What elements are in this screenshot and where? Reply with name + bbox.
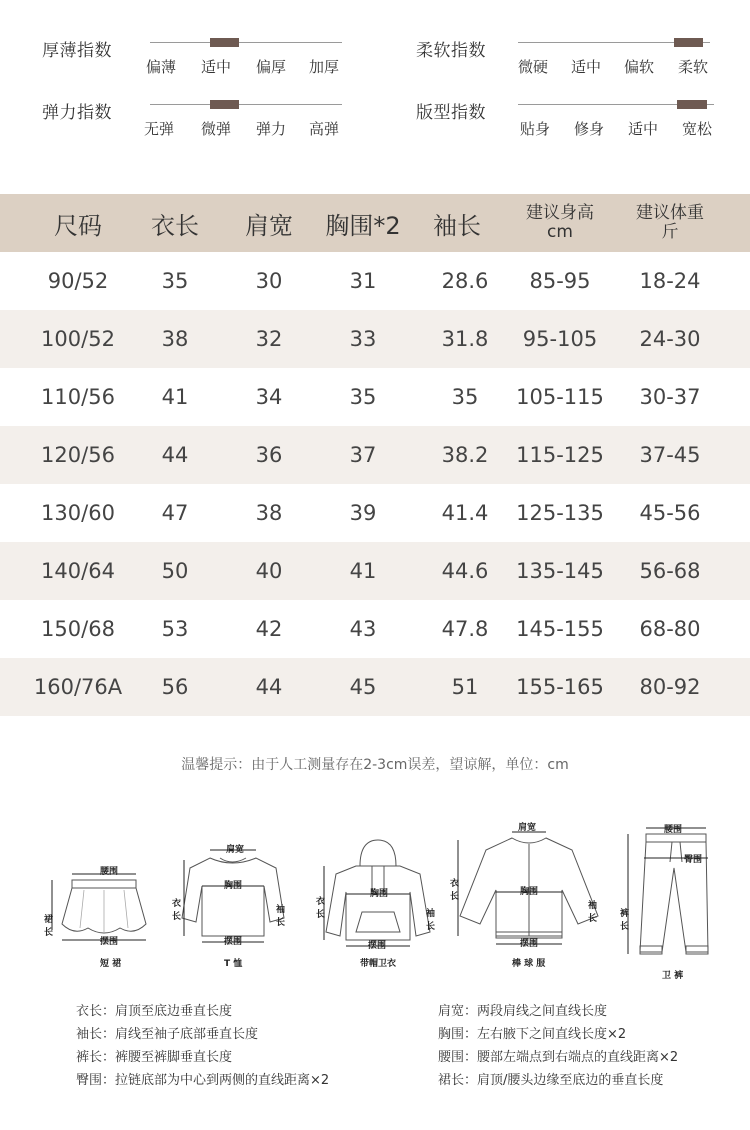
scale-title-dot: [410, 92, 440, 122]
cell-length: 35: [161, 269, 189, 293]
cell-height: 95-105: [522, 327, 598, 351]
definition-term: 裤长：: [76, 1050, 116, 1065]
cell-height: 145-155: [516, 617, 604, 641]
definition-text: 裤腰至裤脚垂直长度: [115, 1050, 233, 1065]
table-row: [0, 484, 750, 542]
cell-sleeve: 31.8: [441, 327, 489, 351]
scale-option: 偏软: [624, 58, 655, 76]
cell-sleeve: 35: [451, 385, 479, 409]
cell-height: 155-165: [516, 675, 604, 699]
cell-chest: 39: [349, 501, 377, 525]
scale-title-dot: [410, 30, 440, 60]
cell-chest: 33: [349, 327, 377, 351]
definition-term: 裙长：: [438, 1073, 478, 1088]
definition-text: 腰部左端点到右端点的直线距离×2: [477, 1050, 679, 1065]
header-sleeve: 袖长: [433, 211, 481, 240]
skirt-diagram: [44, 858, 164, 968]
jacket-diagram: [450, 823, 604, 969]
definition-term: 腰围：: [438, 1050, 478, 1065]
scale-option: 偏薄: [146, 58, 177, 76]
jacket-length-label: 衣长: [450, 879, 460, 902]
hoodie-hem-label: 摆围: [368, 941, 387, 951]
scale-option: 偏厚: [256, 58, 287, 76]
definition-text: 肩顶/腰头边缘至底边的垂直长度: [477, 1073, 664, 1088]
cell-size: 160/76A: [33, 675, 123, 699]
table-row: [0, 426, 750, 484]
definition-term: 衣长：: [76, 1004, 116, 1019]
header-weight: [610, 194, 730, 252]
cell-weight: 30-37: [639, 385, 701, 409]
scale-title: 柔软指数: [416, 36, 486, 61]
cell-weight: 24-30: [639, 327, 701, 351]
definition-item: [76, 1000, 232, 1019]
table-row: [0, 368, 750, 426]
cell-shoulder: 40: [255, 559, 283, 583]
tshirt-name: T 恤: [224, 959, 243, 969]
definition-item: [76, 1023, 258, 1042]
scale-option: 适中: [201, 58, 232, 76]
cell-length: 41: [161, 385, 189, 409]
tshirt-length-label: 衣长: [172, 899, 182, 922]
header-weight-label: 建议体重: [636, 203, 704, 223]
cell-weight: 45-56: [639, 501, 701, 525]
cell-sleeve: 44.6: [441, 559, 489, 583]
cell-height: 115-125: [516, 443, 604, 467]
definition-term: 肩宽：: [438, 1004, 478, 1019]
cell-length: 38: [161, 327, 189, 351]
scale-title: 版型指数: [416, 98, 486, 123]
pants-hip-label: 臀围: [684, 855, 703, 865]
header-height-unit: cm: [547, 222, 573, 242]
cell-shoulder: 42: [255, 617, 283, 641]
definition-text: 拉链底部为中心到两侧的直线距离×2: [115, 1073, 330, 1088]
scale-option: 微硬: [518, 58, 549, 76]
cell-length: 50: [161, 559, 189, 583]
jacket-sleeve-label: 袖长: [588, 901, 598, 924]
definition-item: [438, 1069, 663, 1088]
hoodie-name: 带帽卫衣: [360, 959, 397, 969]
scale-option: 贴身: [520, 120, 551, 138]
scale-title-dot: [36, 30, 66, 60]
scale-track: [518, 42, 710, 43]
size-table-header: [0, 194, 750, 252]
definition-text: 左右腋下之间直线长度×2: [477, 1027, 627, 1042]
cell-weight: 37-45: [639, 443, 701, 467]
cell-size: 90/52: [47, 269, 109, 293]
scale-option: 适中: [571, 58, 602, 76]
definition-term: 臀围：: [76, 1073, 116, 1088]
size-table: [0, 194, 750, 716]
tshirt-shoulder-label: 肩宽: [226, 845, 245, 855]
cell-shoulder: 30: [255, 269, 283, 293]
cell-height: 105-115: [516, 385, 604, 409]
tshirt-diagram: [172, 838, 296, 968]
header-size: 尺码: [54, 211, 102, 240]
cell-length: 56: [161, 675, 189, 699]
scale-marker: [674, 38, 703, 47]
scale-track: [150, 104, 342, 105]
cell-sleeve: 51: [451, 675, 479, 699]
table-row: [0, 542, 750, 600]
cell-height: 125-135: [516, 501, 604, 525]
scale-marker: [210, 38, 239, 47]
scale-title: 厚薄指数: [42, 36, 112, 61]
hoodie-chest-label: 胸围: [370, 889, 389, 899]
scale-option: 微弹: [201, 120, 232, 138]
pants-drawing: [614, 822, 724, 972]
skirt-length-label: 裙长: [44, 915, 54, 938]
definition-term: 袖长：: [76, 1027, 116, 1042]
definition-item: [438, 1046, 678, 1065]
definition-item: [438, 1023, 626, 1042]
scale-option: 弹力: [256, 120, 287, 138]
cell-shoulder: 34: [255, 385, 283, 409]
cell-sleeve: 41.4: [441, 501, 489, 525]
scale-option: 修身: [574, 120, 605, 138]
tshirt-sleeve-label: 袖长: [276, 905, 286, 928]
size-table-body: [0, 252, 750, 716]
definition-item: [76, 1069, 329, 1088]
jacket-hem-label: 摆围: [520, 939, 539, 949]
scale-marker: [210, 100, 239, 109]
cell-weight: 68-80: [639, 617, 701, 641]
scale-track: [518, 104, 714, 105]
definition-item: [76, 1046, 232, 1065]
table-row: [0, 658, 750, 716]
definition-item: [438, 1000, 607, 1019]
scale-marker: [677, 100, 706, 109]
cell-size: 140/64: [41, 559, 115, 583]
scale-title: 弹力指数: [42, 98, 112, 123]
jacket-shoulder-label: 肩宽: [518, 823, 537, 833]
pants-name: 卫 裤: [662, 971, 684, 981]
cell-weight: 18-24: [639, 269, 701, 293]
jacket-chest-label: 胸围: [520, 887, 539, 897]
pants-length-label: 裤长: [620, 909, 630, 932]
header-shoulder: 肩宽: [245, 211, 293, 240]
cell-sleeve: 47.8: [441, 617, 489, 641]
cell-size: 130/60: [41, 501, 115, 525]
cell-weight: 80-92: [639, 675, 701, 699]
cell-sleeve: 38.2: [441, 443, 489, 467]
cell-size: 110/56: [41, 385, 115, 409]
cell-sleeve: 28.6: [441, 269, 489, 293]
cell-chest: 35: [349, 385, 377, 409]
scale-title-dot: [36, 92, 66, 122]
pants-diagram: [614, 822, 724, 981]
hoodie-diagram: [316, 836, 440, 968]
scale-option: 适中: [628, 120, 659, 138]
skirt-name: 短 裙: [100, 959, 122, 969]
scale-option: 高弹: [309, 120, 340, 138]
cell-size: 100/52: [41, 327, 115, 351]
table-row: [0, 252, 750, 310]
header-length: 衣长: [151, 211, 199, 240]
cell-length: 44: [161, 443, 189, 467]
skirt-waist-label: 腰围: [100, 867, 119, 877]
cell-chest: 45: [349, 675, 377, 699]
cell-chest: 37: [349, 443, 377, 467]
table-row: [0, 310, 750, 368]
cell-shoulder: 44: [255, 675, 283, 699]
hoodie-length-label: 衣长: [316, 897, 326, 920]
cell-height: 85-95: [529, 269, 591, 293]
scale-option: 柔软: [678, 58, 709, 76]
pants-waist-label: 腰围: [664, 825, 683, 835]
header-height-label: 建议身高: [526, 203, 594, 223]
skirt-hem-label: 摆围: [100, 937, 119, 947]
cell-shoulder: 32: [255, 327, 283, 351]
cell-chest: 41: [349, 559, 377, 583]
measurement-note: 温馨提示：由于人工测量存在2-3cm误差，望谅解，单位：cm: [181, 757, 569, 773]
cell-size: 150/68: [41, 617, 115, 641]
hoodie-sleeve-label: 袖长: [426, 909, 436, 932]
scale-option: 宽松: [682, 120, 713, 138]
scale-option: 加厚: [309, 58, 340, 76]
cell-chest: 31: [349, 269, 377, 293]
header-height: [500, 194, 620, 252]
scale-option: 无弹: [144, 120, 175, 138]
cell-chest: 43: [349, 617, 377, 641]
cell-length: 47: [161, 501, 189, 525]
definition-term: 胸围：: [438, 1027, 478, 1042]
jacket-name: 棒 球 服: [512, 959, 546, 969]
definition-text: 肩顶至底边垂直长度: [115, 1004, 233, 1019]
table-row: [0, 600, 750, 658]
definition-text: 肩线至袖子底部垂直长度: [115, 1027, 259, 1042]
cell-shoulder: 36: [255, 443, 283, 467]
cell-size: 120/56: [41, 443, 115, 467]
cell-length: 53: [161, 617, 189, 641]
tshirt-hem-label: 摆围: [224, 937, 243, 947]
header-weight-unit: 斤: [661, 222, 679, 242]
cell-height: 135-145: [516, 559, 604, 583]
scale-track: [150, 42, 342, 43]
cell-weight: 56-68: [639, 559, 701, 583]
header-chest: 胸围*2: [325, 211, 401, 240]
cell-shoulder: 38: [255, 501, 283, 525]
definition-text: 两段肩线之间直线长度: [477, 1004, 608, 1019]
tshirt-chest-label: 胸围: [224, 881, 243, 891]
